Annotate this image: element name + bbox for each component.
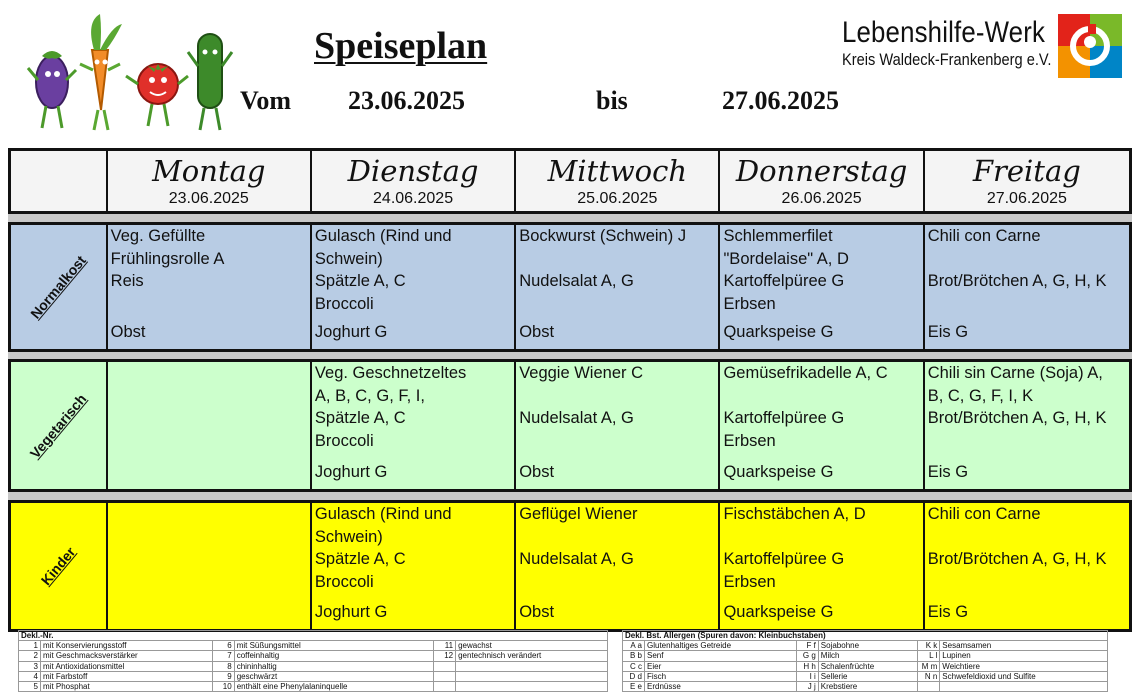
meal-cell: [312, 503, 516, 629]
meal-cell: [108, 503, 312, 629]
from-date: 23.06.2025: [348, 86, 465, 115]
legend-row: [623, 671, 1108, 681]
meal-line: Gulasch (Rind und: [314, 505, 452, 523]
meal-line: Nudelsalat A, G: [519, 409, 634, 427]
meal-line: Chili con Carne: [927, 505, 1041, 523]
legend-cell: C c: [623, 661, 645, 671]
days-header-row: [8, 148, 1132, 214]
legend-cell: [456, 682, 608, 692]
meal-dessert: Obst: [519, 462, 555, 481]
legend-cell: mit Antioxidationsmittel: [41, 661, 213, 671]
meal-line: Geflügel Wiener: [519, 505, 638, 523]
legend-cell: Krebstiere: [818, 682, 917, 692]
legend-cell: mit Phosphat: [41, 682, 213, 692]
eggplant-icon: [28, 51, 76, 128]
legend-row: [19, 641, 608, 651]
meal-line: Erbsen: [723, 572, 776, 591]
meal-dessert: Joghurt G: [314, 322, 388, 341]
legend-row: [19, 682, 608, 692]
meal-dessert: Obst: [519, 322, 555, 341]
meal-line: Fischstäbchen A, D: [723, 505, 866, 523]
additives-legend-rows: [19, 641, 608, 692]
day-date: 24.06.2025: [373, 190, 454, 207]
legend-cell: geschwärzt: [234, 671, 433, 681]
legend-cell: A a: [623, 641, 645, 651]
legend-cell: chininhaltig: [234, 661, 433, 671]
legend-cell: [434, 682, 456, 692]
legend-cell: 3: [19, 661, 41, 671]
meal-line: Frühlingsrolle A: [110, 249, 225, 268]
day-name: Montag: [152, 154, 266, 188]
legend-cell: Sesamsamen: [940, 641, 1108, 651]
meal-line: Erbsen: [723, 294, 776, 313]
legend-cell: 7: [212, 651, 234, 661]
meal-line: Erbsen: [723, 431, 776, 450]
legend-cell: L l: [918, 651, 940, 661]
legend-row: [623, 641, 1108, 651]
day-header-friday: [925, 151, 1129, 211]
legend-cell: [456, 661, 608, 671]
legend-cell: 9: [212, 671, 234, 681]
legend-cell: Sojabohne: [818, 641, 917, 651]
days-header-corner: [11, 151, 108, 211]
meal-line: Gemüsefrikadelle A, C: [723, 364, 888, 382]
day-header-tuesday: [312, 151, 516, 211]
legend-row: [623, 661, 1108, 671]
legend-cell: Schwefeldioxid und Sulfite: [940, 671, 1108, 681]
legend-cell: M m: [918, 661, 940, 671]
legend-cell: 5: [19, 682, 41, 692]
meal-line: Reis: [110, 272, 144, 290]
meal-line: B, C, G, F, I, K: [927, 386, 1034, 405]
legend-footer: [18, 630, 1108, 690]
legend-cell: [434, 661, 456, 671]
legend-cell: 1: [19, 641, 41, 651]
cucumber-icon: [188, 34, 232, 130]
legend-cell: coffeinhaltig: [234, 651, 433, 661]
meal-line: Brot/Brötchen A, G, H, K: [927, 409, 1107, 427]
meal-line: Kartoffelpüree G: [723, 550, 845, 568]
legend-cell: Fisch: [645, 671, 797, 681]
meal-line: Spätzle A, C: [314, 272, 406, 290]
legend-cell: [940, 682, 1108, 692]
section-label-text: Kinder: [37, 543, 79, 589]
legend-cell: F f: [796, 641, 818, 651]
legend-cell: Milch: [818, 651, 917, 661]
meal-dessert: Quarkspeise G: [723, 462, 834, 481]
meal-dessert: Quarkspeise G: [723, 602, 834, 621]
legend-cell: J j: [796, 682, 818, 692]
section-label-text: Vegetarisch: [26, 390, 90, 461]
meal-line: Brot/Brötchen A, G, H, K: [927, 272, 1107, 290]
meal-cell: [925, 503, 1129, 629]
legend-cell: Weichtiere: [940, 661, 1108, 671]
meal-line: Chili sin Carne (Soja) A,: [927, 364, 1103, 382]
meal-dessert: Joghurt G: [314, 462, 388, 481]
legend-cell: 6: [212, 641, 234, 651]
meal-line: "Bordelaise" A, D: [723, 249, 849, 268]
legend-row: [623, 682, 1108, 692]
legend-cell: enthält eine Phenylalaninquelle: [234, 682, 433, 692]
legend-cell: [456, 671, 608, 681]
section-label: [11, 503, 108, 629]
legend-cell: K k: [918, 641, 940, 651]
meal-cell: [108, 362, 312, 489]
section-kinder: [8, 500, 1132, 632]
legend-cell: 11: [434, 641, 456, 651]
meal-dessert: Obst: [110, 322, 146, 341]
legend-cell: Eier: [645, 661, 797, 671]
meal-dessert: Eis G: [927, 322, 969, 341]
meal-dessert: Eis G: [927, 602, 969, 621]
legend-cell: mit Süßungsmittel: [234, 641, 433, 651]
legend-cell: 10: [212, 682, 234, 692]
legend-cell: mit Farbstoff: [41, 671, 213, 681]
meal-cell: [720, 362, 924, 489]
meal-line: Broccoli: [314, 294, 374, 313]
meal-line: Veg. Gefüllte: [110, 227, 206, 245]
section-label: [11, 362, 108, 489]
meal-line: Nudelsalat A, G: [519, 272, 634, 290]
legend-cell: gewachst: [456, 641, 608, 651]
to-label: bis: [596, 86, 628, 115]
meal-line: Bockwurst (Schwein) J: [519, 227, 687, 245]
legend-cell: D d: [623, 671, 645, 681]
legend-row: [623, 651, 1108, 661]
to-date: 27.06.2025: [722, 86, 839, 115]
allergen-legend-table: [622, 630, 1108, 692]
section-label: [11, 225, 108, 349]
legend-cell: 4: [19, 671, 41, 681]
legend-cell: N n: [918, 671, 940, 681]
page-title: Speiseplan: [314, 25, 488, 67]
legend-cell: H h: [796, 661, 818, 671]
meal-dessert: Joghurt G: [314, 602, 388, 621]
legend-cell: [918, 682, 940, 692]
meal-line: Spätzle A, C: [314, 550, 406, 568]
legend-cell: Senf: [645, 651, 797, 661]
legend-cell: I i: [796, 671, 818, 681]
day-name: Mittwoch: [547, 154, 688, 188]
legend-cell: [434, 671, 456, 681]
legend-cell: B b: [623, 651, 645, 661]
legend-cell: 12: [434, 651, 456, 661]
day-date: 25.06.2025: [577, 190, 658, 207]
legend-cell: mit Konservierungsstoff: [41, 641, 213, 651]
legend-row: [19, 661, 608, 671]
meal-line: Nudelsalat A, G: [519, 550, 634, 568]
meal-line: Veggie Wiener C: [519, 364, 644, 382]
from-label: Vom: [240, 86, 292, 115]
additives-legend-table: [18, 630, 608, 692]
organization-name: Lebenshilfe-Werk: [842, 16, 1046, 49]
meal-cell: [720, 503, 924, 629]
legend-cell: Erdnüsse: [645, 682, 797, 692]
organization-subtitle: Kreis Waldeck-Frankenberg e.V.: [842, 50, 1052, 69]
legend-cell: G g: [796, 651, 818, 661]
day-header-thursday: [720, 151, 924, 211]
day-header-wednesday: [516, 151, 720, 211]
meal-line: Chili con Carne: [927, 227, 1041, 245]
day-date: 26.06.2025: [781, 190, 862, 207]
meal-cell: [312, 225, 516, 349]
legend-cell: Lupinen: [940, 651, 1108, 661]
meal-dessert: Eis G: [927, 462, 969, 481]
legend-row: [19, 651, 608, 661]
section-label-text: Normalkost: [27, 252, 90, 322]
meal-dessert: Quarkspeise G: [723, 322, 834, 341]
day-date: 23.06.2025: [168, 190, 249, 207]
meal-line: Schwein): [314, 249, 383, 268]
legend-cell: 8: [212, 661, 234, 671]
day-name: Dienstag: [347, 154, 479, 188]
meal-line: Broccoli: [314, 572, 374, 591]
meal-cell: [516, 362, 720, 489]
section-normalkost: [8, 222, 1132, 352]
day-name: Freitag: [972, 154, 1081, 188]
additives-legend-header: Dekl.-Nr.: [19, 631, 608, 641]
legend-cell: mit Geschmacksverstärker: [41, 651, 213, 661]
meal-cell: [516, 503, 720, 629]
meal-cell: [108, 225, 312, 349]
meal-line: Schlemmerfilet: [723, 227, 833, 245]
meal-cell: [720, 225, 924, 349]
tomato-icon: [126, 64, 188, 126]
day-header-monday: [108, 151, 312, 211]
meal-line: Brot/Brötchen A, G, H, K: [927, 550, 1107, 568]
meal-line: Schwein): [314, 527, 383, 546]
meal-cell: [312, 362, 516, 489]
separator-bar: [8, 492, 1132, 500]
legend-cell: Sellerie: [818, 671, 917, 681]
meal-line: A, B, C, G, F, I,: [314, 386, 425, 405]
allergen-legend-header: Dekl. Bst. Allergen (Spuren davon: Kleinbuchstaben): [623, 631, 1108, 641]
meal-line: Spätzle A, C: [314, 409, 406, 427]
legend-cell: Glutenhaltiges Getreide: [645, 641, 797, 651]
meal-dessert: Obst: [519, 602, 555, 621]
separator-bar: [8, 214, 1132, 222]
meal-line: Gulasch (Rind und: [314, 227, 452, 245]
legend-row: [19, 671, 608, 681]
vegetable-mascots-illustration: [22, 10, 234, 136]
legend-cell: E e: [623, 682, 645, 692]
meal-cell: [516, 225, 720, 349]
day-name: Donnerstag: [735, 154, 908, 188]
separator-bar: [8, 352, 1132, 359]
legend-cell: 2: [19, 651, 41, 661]
allergen-legend-rows: [623, 641, 1108, 692]
meal-line: Kartoffelpüree G: [723, 409, 845, 427]
legend-cell: Schalenfrüchte: [818, 661, 917, 671]
meal-line: Broccoli: [314, 431, 374, 450]
organization-logo-icon: [1058, 14, 1122, 78]
organization-name-block: [842, 16, 1085, 70]
meal-line: Kartoffelpüree G: [723, 272, 845, 290]
meal-line: Veg. Geschnetzeltes: [314, 364, 467, 382]
legend-cell: gentechnisch verändert: [456, 651, 608, 661]
meal-cell: [925, 362, 1129, 489]
meal-cell: [925, 225, 1129, 349]
carrot-icon: [80, 14, 122, 130]
section-vegetarisch: [8, 359, 1132, 492]
day-date: 27.06.2025: [986, 190, 1067, 207]
